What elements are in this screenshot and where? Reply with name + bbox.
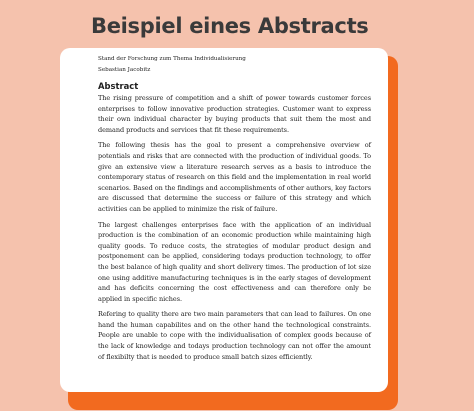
page-heading: Beispiel eines Abstracts (91, 14, 369, 38)
document-page (98, 56, 371, 367)
abstract-paragraph-1: The rising pressure of competition and a shift of power towards customer forces enterprises to follow innovative production strategies. Customer want to express their own individual character by buying products that suit them the most and demand products and services that fit these requirements. (98, 94, 371, 134)
abstract-paragraph-3: The largest challenges enterprises face with the application of an individual production is the combination of an economic production while maintaining high quality goods. To reduce costs, the strategies of modular product design and postponement can be applied, considering todays production technology, to offer the best balance of high quality and short delivery times. The production of lot size one using additive manufacturing techniques is in the early stages of development and has deficits concerning the cost effectiveness and can therefore only be applied in specific niches. (98, 220, 371, 303)
abstract-title: Abstract (98, 81, 139, 91)
document-author: Sebastian Jacobitz (98, 67, 151, 73)
abstract-paragraph-2: The following thesis has the goal to present a comprehensive overview of potentials and risks that are connected with the production of individual goods. To give an extensive view a literature research serves as a basis to introduce the contemporary status of research on this field and the implementation in real world scenarios. Based on the findings and accomplishments of other authors, key factors are discussed that determine the success or failure of this strategy and which activities can be applied to minimize the risk of failure. (98, 141, 371, 213)
abstract-paragraph-4: Refering to quality there are two main parameters that can lead to failures. On one hand the human capabilites and on the other hand the technological constraints. People are unable to cope with the individualisation of complex goods because of the lack of knowledge and todays production technology can not offer the amount of flexibilty that is needed to produce small batch sizes efficiently. (98, 310, 371, 361)
document-subtitle: Stand der Forschung zum Thema Individualisierung (98, 56, 246, 62)
document-card (60, 48, 388, 392)
